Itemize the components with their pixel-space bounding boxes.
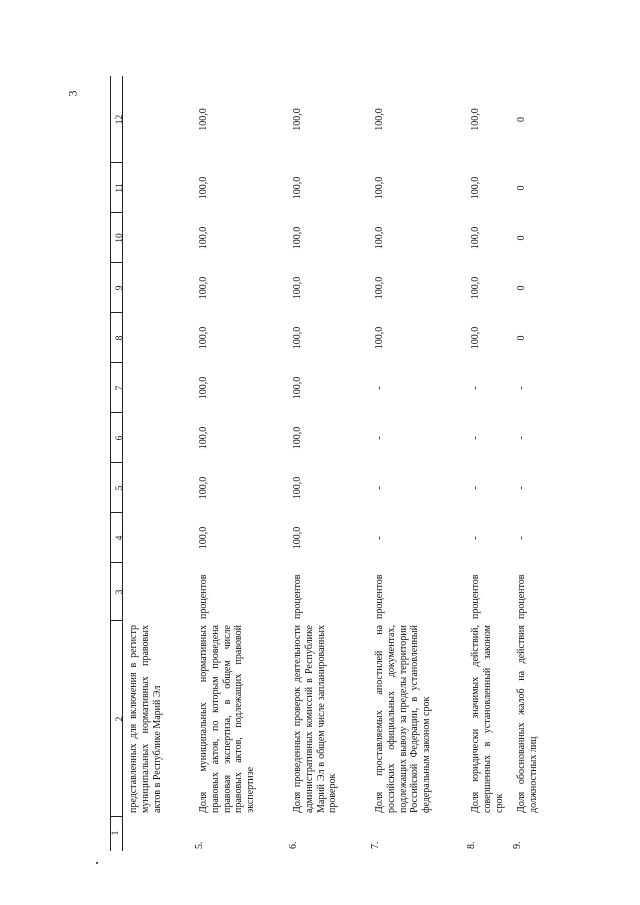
table-row	[512, 76, 550, 851]
value-cell	[124, 463, 194, 513]
value-cell: -	[374, 436, 385, 440]
header-divider	[110, 412, 122, 413]
header-divider	[110, 512, 122, 513]
value-cell: 0	[516, 117, 527, 122]
row-number: 7.	[370, 841, 381, 849]
header-divider	[110, 816, 122, 817]
value-cell: 100,0	[292, 276, 303, 300]
row-number: 8.	[466, 841, 477, 849]
row-number	[124, 817, 194, 851]
header-cell: 5	[115, 485, 125, 491]
value-cell: -	[470, 436, 481, 440]
table-row	[288, 76, 370, 851]
value-cell: 100,0	[198, 108, 209, 131]
value-cell	[124, 76, 194, 163]
row-number: 5.	[194, 841, 205, 849]
indicator-name: Доля обоснованных жалоб на действия должностных лиц	[516, 625, 539, 813]
value-cell: 100,0	[292, 476, 303, 500]
header-cell: 12	[115, 114, 125, 125]
value-cell: 100,0	[470, 226, 481, 250]
header-divider	[110, 212, 122, 213]
header-divider	[110, 162, 122, 163]
unit-cell: процентов	[470, 574, 481, 619]
header-cell: 10	[115, 233, 125, 243]
value-cell	[124, 213, 194, 263]
value-cell: -	[516, 386, 527, 390]
value-cell: -	[516, 536, 527, 540]
table-rule	[122, 76, 123, 851]
value-cell: 100,0	[374, 326, 385, 350]
value-cell: 100,0	[374, 226, 385, 250]
value-cell: -	[470, 536, 481, 540]
value-cell: 100,0	[470, 176, 481, 200]
header-divider	[110, 620, 122, 621]
header-divider	[110, 262, 122, 263]
value-cell: 0	[516, 185, 527, 191]
unit-cell: процентов	[516, 574, 527, 619]
value-cell: 100,0	[292, 226, 303, 250]
table-header-row	[110, 76, 125, 851]
value-cell: 100,0	[470, 108, 481, 131]
header-cell: 2	[115, 716, 125, 722]
value-cell: 100,0	[292, 108, 303, 131]
value-cell: 100,0	[470, 276, 481, 300]
header-cell: 1	[111, 830, 121, 836]
unit-cell: процентов	[198, 574, 209, 619]
value-cell: 100,0	[198, 476, 209, 500]
table-row	[466, 76, 512, 851]
value-cell: 100,0	[198, 326, 209, 350]
value-cell	[124, 363, 194, 413]
value-cell	[124, 263, 194, 313]
value-cell: 100,0	[198, 426, 209, 450]
indicator-name: Доля юридически значимых действий, совершенных в установленный законом срок	[470, 625, 505, 813]
table-row	[370, 76, 466, 851]
value-cell: 0	[516, 335, 527, 341]
table-row	[194, 76, 288, 851]
table-row	[124, 76, 194, 851]
header-cell: 9	[115, 285, 125, 291]
value-cell: 100,0	[198, 176, 209, 200]
header-cell: 11	[115, 183, 125, 193]
row-number: 6.	[288, 841, 299, 849]
value-cell: -	[470, 386, 481, 390]
value-cell	[124, 163, 194, 213]
value-cell: 0	[516, 235, 527, 241]
header-cell: 4	[115, 535, 125, 541]
value-cell: -	[470, 486, 481, 490]
header-divider	[110, 562, 122, 563]
unit-cell: процентов	[292, 574, 303, 619]
unit-cell: процентов	[374, 574, 385, 619]
value-cell: 100,0	[292, 526, 303, 550]
table-rule	[110, 76, 111, 851]
indicator-table	[110, 76, 560, 851]
value-cell: 100,0	[292, 326, 303, 350]
value-cell: -	[374, 486, 385, 490]
value-cell: 100,0	[198, 226, 209, 250]
header-divider	[110, 462, 122, 463]
value-cell: -	[374, 536, 385, 540]
value-cell: 100,0	[470, 326, 481, 350]
value-cell: 0	[516, 285, 527, 291]
value-cell: 100,0	[374, 276, 385, 300]
scan-dot	[96, 862, 98, 864]
indicator-name: представленных для включения в регистр муниципальных нормативных правовых актов в Республике Марий Эл	[128, 625, 163, 813]
indicator-name: Доля проведенных проверок деятельности административных комиссий в Республике Марий Эл в общем числе запланированных проверок	[292, 625, 339, 813]
header-cell: 3	[115, 589, 125, 595]
value-cell: 100,0	[198, 526, 209, 550]
rotated-table	[110, 76, 560, 851]
value-cell: 100,0	[292, 376, 303, 400]
value-cell	[124, 513, 194, 563]
value-cell: 100,0	[292, 176, 303, 200]
value-cell: -	[516, 486, 527, 490]
value-cell	[124, 413, 194, 463]
value-cell	[124, 313, 194, 363]
value-cell: -	[516, 436, 527, 440]
value-cell: 100,0	[374, 176, 385, 200]
unit-cell	[124, 563, 194, 621]
value-cell: -	[374, 386, 385, 390]
row-number: 9.	[512, 841, 523, 849]
header-cell: 6	[115, 435, 125, 441]
value-cell: 100,0	[198, 376, 209, 400]
header-divider	[110, 312, 122, 313]
header-divider	[110, 362, 122, 363]
page-number: 3	[65, 90, 80, 97]
header-cell: 7	[115, 385, 125, 391]
indicator-name: Доля муниципальных нормативных правовых актов, по которым проведена правовая экспертиза, в общем числе правовых актов, подлежащих правовой экспертизе	[198, 625, 257, 813]
value-cell: 100,0	[374, 108, 385, 131]
value-cell: 100,0	[198, 276, 209, 300]
indicator-name: Доля проставляемых апостилей на российских официальных документах, подлежащих вывозу за пределы территории Российской Федерации, в установленный федеральным законом срок	[374, 625, 433, 813]
header-cell: 8	[115, 335, 125, 341]
value-cell: 100,0	[292, 426, 303, 450]
